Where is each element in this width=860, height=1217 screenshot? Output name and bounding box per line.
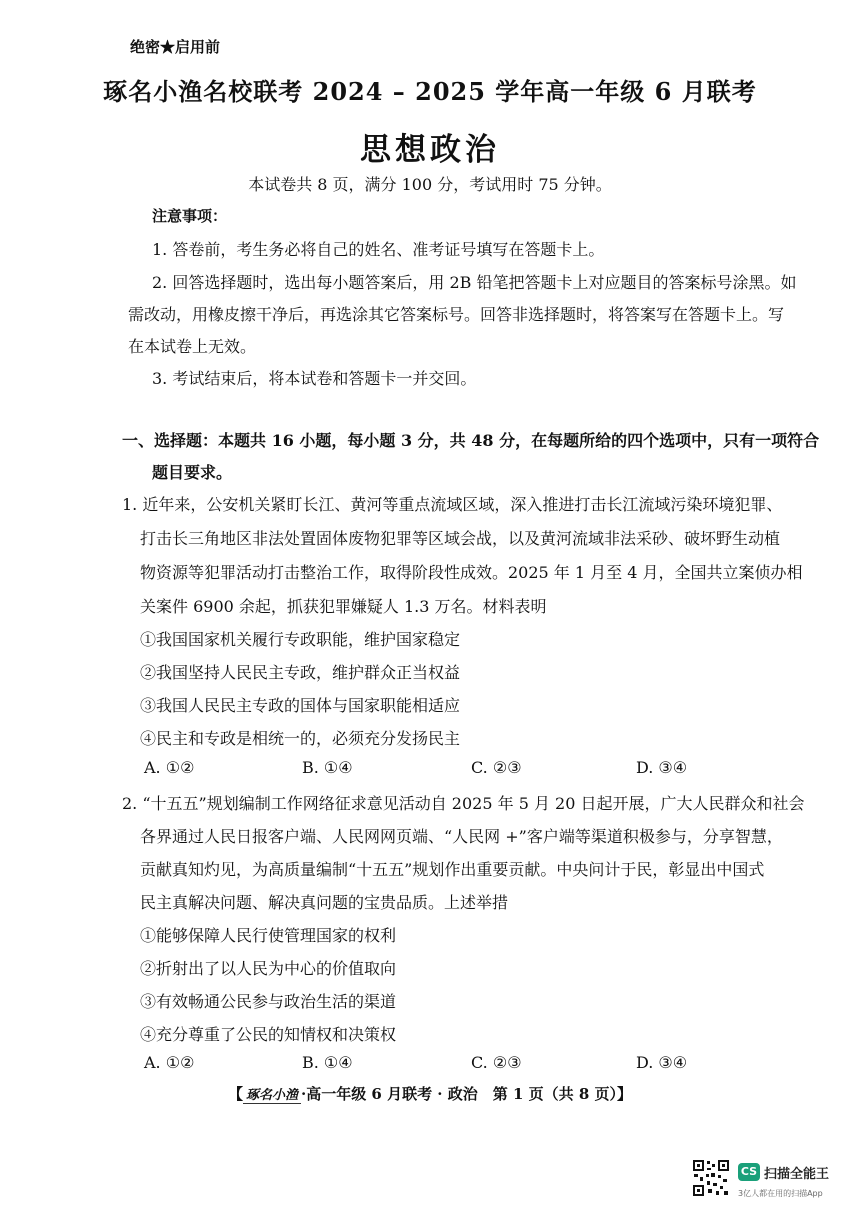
q1-statement-4: ④民主和专政是相统一的，必须充分发扬民主 (140, 729, 461, 748)
q2-stem-line-4: 民主真解决问题、解决真问题的宝贵品质。上述举措 (140, 893, 509, 912)
q2-stem-line-2: 各界通过人民日报客户端、人民网网页端、“人民网 +”客户端等渠道积极参与，分享智慧， (140, 827, 783, 846)
notice-item-2-line-3: 在本试卷上无效。 (128, 337, 257, 356)
notice-item-1: 1. 答卷前，考生务必将自己的姓名、准考证号填写在答题卡上。 (152, 240, 605, 259)
qr-code-icon (692, 1159, 730, 1197)
q1-statement-1: ①我国国家机关履行专政职能，维护国家稳定 (140, 630, 461, 649)
scanner-tagline: 3亿人都在用的扫描App (738, 1189, 823, 1198)
q1-stem-line-2: 打击长三角地区非法处置固体废物犯罪等区域会战，以及黄河流域非法采砂、破坏野生动植 (140, 529, 781, 548)
publisher-logo: 琢名小渔 (243, 1084, 301, 1104)
confidential-label: 绝密★启用前 (130, 38, 221, 56)
q2-option-d: D. ③④ (636, 1053, 688, 1072)
scanner-logo-icon: CS (738, 1163, 760, 1181)
q1-stem-line-4: 关案件 6900 余起，抓获犯罪嫌疑人 1.3 万名。材料表明 (140, 597, 547, 616)
section-heading-line-2: 题目要求。 (152, 463, 233, 482)
exam-intro: 本试卷共 8 页，满分 100 分，考试用时 75 分钟。 (248, 175, 612, 194)
scanner-app-name: 扫描全能王 (764, 1167, 830, 1182)
q2-stem-line-1: 2. “十五五”规划编制工作网络征求意见活动自 2025 年 5 月 20 日起开展，广大人民群众和社会 (122, 794, 805, 813)
q1-option-b: B. ①④ (302, 758, 353, 777)
q2-statement-2: ②折射出了以人民为中心的价值取向 (140, 959, 397, 978)
subject-title: 思想政治 (360, 132, 500, 168)
notice-item-2-line-2: 需改动，用橡皮擦干净后，再选涂其它答案标号。回答非选择题时，将答案写在答题卡上。写 (128, 305, 785, 324)
q1-option-c: C. ②③ (471, 758, 522, 777)
q2-stem-line-3: 贡献真知灼见，为高质量编制“十五五”规划作出重要贡献。中央问计于民，彰显出中国式 (140, 860, 765, 879)
q2-statement-3: ③有效畅通公民参与政治生活的渠道 (140, 992, 397, 1011)
q1-statement-3: ③我国人民民主专政的国体与国家职能相适应 (140, 696, 461, 715)
q2-option-a: A. ①② (144, 1053, 195, 1072)
page-footer (0, 1083, 860, 1104)
q1-option-a: A. ①② (144, 758, 195, 777)
exam-title: 琢名小渔名校联考 2024 – 2025 学年高一年级 6 月联考 (103, 77, 757, 106)
notice-heading: 注意事项： (152, 207, 228, 225)
footer-text: ·高一年级 6 月联考 · 政治 第 1 页（共 8 页）】 (300, 1085, 633, 1103)
q1-stem-line-1: 1. 近年来，公安机关紧盯长江、黄河等重点流域区域，深入推进打击长江流域污染环境犯罪、 (122, 495, 783, 514)
q1-stem-line-3: 物资源等犯罪活动打击整治工作，取得阶段性成效。2025 年 1 月至 4 月，全国共立案侦办相 (140, 563, 803, 582)
notice-item-2-line-1: 2. 回答选择题时，选出每小题答案后，用 2B 铅笔把答题卡上对应题目的答案标号涂黑。如 (152, 273, 797, 292)
section-heading-line-1: 一、选择题：本题共 16 小题，每小题 3 分，共 48 分，在每题所给的四个选项中，只有一项符合 (122, 431, 820, 450)
q1-options (0, 758, 860, 782)
footer-bracket: 【 (227, 1085, 243, 1103)
q2-options (0, 1053, 860, 1077)
q1-statement-2: ②我国坚持人民民主专政，维护群众正当权益 (140, 663, 461, 682)
q2-option-b: B. ①④ (302, 1053, 353, 1072)
q2-option-c: C. ②③ (471, 1053, 522, 1072)
q2-statement-1: ①能够保障人民行使管理国家的权利 (140, 926, 397, 945)
notice-item-3: 3. 考试结束后，将本试卷和答题卡一并交回。 (152, 369, 477, 388)
q1-option-d: D. ③④ (636, 758, 688, 777)
q2-statement-4: ④充分尊重了公民的知情权和决策权 (140, 1025, 397, 1044)
